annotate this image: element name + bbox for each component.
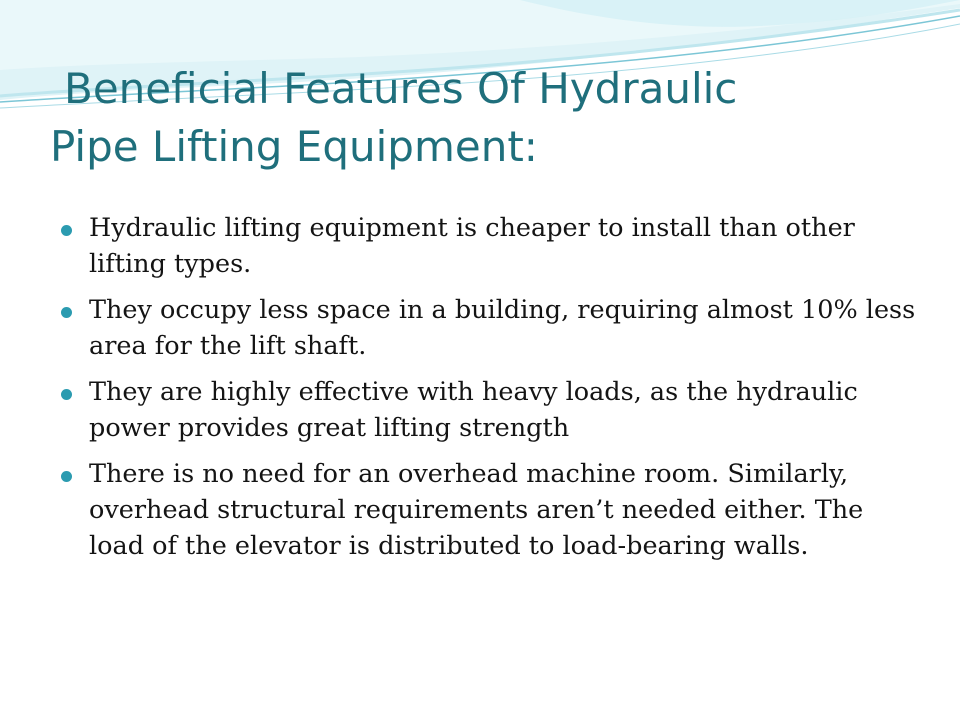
bullet-dot-icon — [61, 307, 72, 318]
bullet-list — [60, 210, 920, 574]
bullet-item — [60, 374, 920, 446]
bullet-item — [60, 292, 920, 364]
bullet-text: There is no need for an overhead machine room. Similarly, overhead structural requirements aren’t needed either. The load of the elevator is distributed to load-bearing walls. — [89, 459, 864, 561]
bullet-dot-icon — [61, 389, 72, 400]
slide-title-line-1: Beneficial Features Of Hydraulic — [64, 64, 738, 113]
bullet-text: Hydraulic lifting equipment is cheaper to install than other lifting types. — [89, 213, 855, 279]
bullet-item — [60, 456, 920, 564]
bullet-dot-icon — [61, 471, 72, 482]
slide-title — [50, 60, 910, 176]
slide-title-line-2: Pipe Lifting Equipment: — [50, 122, 538, 171]
bullet-dot-icon — [61, 225, 72, 236]
bullet-item — [60, 210, 920, 282]
bullet-text: They occupy less space in a building, requiring almost 10% less area for the lift shaft. — [89, 295, 916, 361]
bullet-text: They are highly effective with heavy loads, as the hydraulic power provides great lifting strength — [89, 377, 858, 443]
